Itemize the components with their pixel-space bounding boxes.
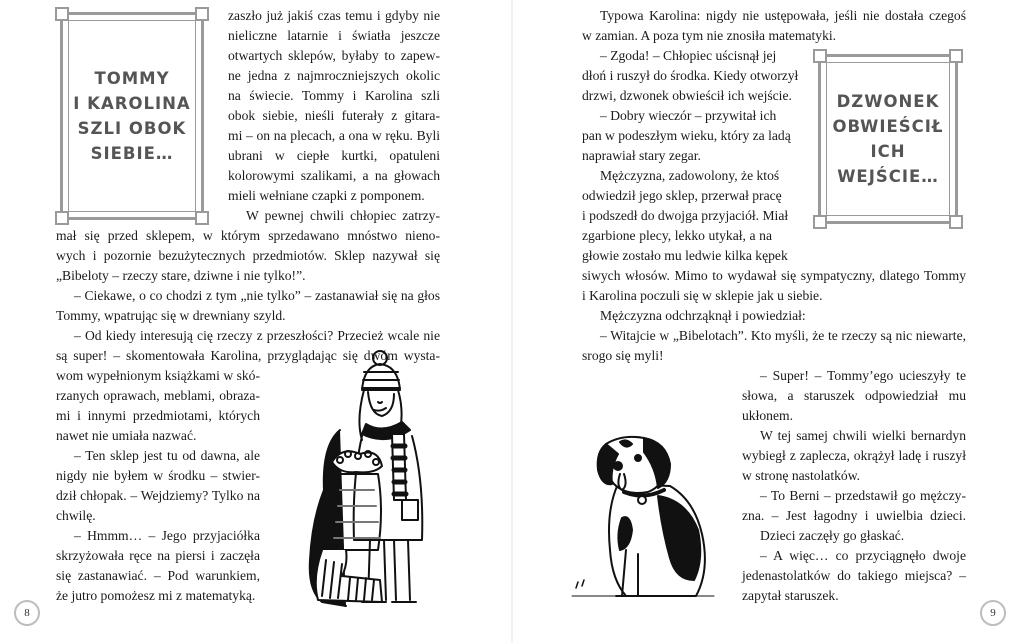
left-text-line: – Od kiedy interesują cię rzeczy z przeszłości? Przecież wcale nie (74, 328, 440, 343)
left-text-line: mieli wełniane czapki z pomponem. (228, 188, 425, 203)
left-text-line: – Ten sklep jest tu od dawna, ale (74, 448, 260, 463)
right-callout-line: OBWIEŚCIŁ (832, 117, 944, 136)
right-text-line: i podszedł do dwojga przyjaciół. Miał (582, 208, 789, 223)
right-text-line: ukłonem. (742, 408, 793, 423)
page-number: 8 (24, 607, 30, 619)
right-text-line: odwiedził jego sklep, przerwał pracę (582, 188, 782, 203)
right-callout-frame (818, 54, 958, 224)
dog-illustration (566, 430, 726, 606)
right-text-line: naprawiał stary zegar. (582, 148, 701, 163)
right-text-line: – Super! – Tommy’ego ucieszyły te (760, 368, 966, 383)
right-text-line: zna. – Jest łagodny i uwielbia dzieci. (742, 508, 966, 523)
page-number: 9 (990, 607, 996, 619)
right-text-line: Mężczyzna, zadowolony, że ktoś (600, 168, 780, 183)
right-text-line: drzwi, dzwonek obwieścił ich wejście. (582, 88, 792, 103)
left-text-line: że jutro pomożesz mi z matematyką. (56, 588, 256, 603)
left-text-line: rzanych oprawach, meblami, obraza- (56, 388, 260, 403)
right-text-line: zapytał staruszek. (742, 588, 839, 603)
left-text-line: nieliczne latarnie i światła jeszcze (228, 28, 440, 43)
left-text-line: się zastanawiać. – Pod warunkiem, (56, 568, 260, 583)
left-text-line: Tommy, wpatrując się w drewniany szyld. (56, 308, 286, 323)
right-text-line: dłoń i ruszył do środka. Kiedy otworzył (582, 68, 799, 83)
left-text-line: nawet nie umiała nazwać. (56, 428, 197, 443)
left-text-line: W pewnej chwili chłopiec zatrzy- (246, 208, 440, 223)
right-text-line: – Dobry wieczór – przywitał ich (600, 108, 777, 123)
left-callout-line: SIEBIE… (90, 144, 174, 163)
left-text-line: mał się przed sklepem, w którym sprzedawano mnóstwo nieno- (56, 228, 440, 243)
left-callout-line: I KAROLINA (73, 94, 191, 113)
left-text-line: wom wypełnionym książkami w skó- (56, 368, 260, 383)
right-callout-text (821, 89, 955, 189)
right-text-line: W tej samej chwili wielki bernardyn (760, 428, 966, 443)
left-text-line: są super! – skomentowała Karolina, przyglądając się dwóm wysta- (56, 348, 440, 363)
right-text-line: w zamian. A poza tym nie znosiła matematyki. (582, 28, 837, 43)
kids-with-guitar-illustration (282, 350, 442, 620)
left-callout-frame (60, 12, 204, 220)
right-page (512, 0, 1024, 643)
left-callout-line: TOMMY (94, 69, 170, 88)
right-text-line: – A więc… co przyciągnęło dwoje (760, 548, 966, 563)
right-text-line: głowie zostało mu ledwie kilka kępek (582, 248, 788, 263)
right-text-line: i Karolina poczuli się w sklepie jak u siebie. (582, 288, 823, 303)
right-text-line: – To Berni – przedstawił go mężczy- (760, 488, 966, 503)
right-text-line: siwych włosów. Mimo to wydawał się sympatyczny, dlatego Tommy (582, 268, 966, 283)
right-text-line: wybiegł z zaplecza, okrążył ladę i ruszył (742, 448, 966, 463)
right-text-line: w stronę nastolatków. (742, 468, 861, 483)
left-text-line: skrzyżowała ręce na piersi i zaczęła (56, 548, 260, 563)
left-text-line: „Bibeloty – rzeczy stare, dziwne i nie tylko!”. (56, 268, 306, 283)
right-text-line: – Zgoda! – Chłopiec uścisnął jej (600, 48, 777, 63)
left-text-line: ubrani w ciepłe kurtki, opatuleni (228, 148, 440, 163)
right-text-line: srogo się myli! (582, 348, 664, 363)
left-text-line: na świecie. Tommy i Karolina szli (228, 88, 440, 103)
right-text-line: – Witajcie w „Bibelotach”. Kto myśli, że te rzeczy są nic niewarte, (600, 328, 966, 343)
left-text-line: wych i pozornie bezużytecznych przedmiotów. Sklep nazywał się (56, 248, 440, 263)
right-text-line: słowa, a staruszek odpowiedział mu (742, 388, 966, 403)
left-text-line: chwilę. (56, 508, 96, 523)
right-text-line: zgarbione plecy, lekko utykał, a na (582, 228, 772, 243)
right-text-line: Typowa Karolina: nigdy nie ustępowała, jeśli nie dostała czegoś (600, 8, 966, 23)
left-callout-line: SZLI OBOK (77, 119, 187, 138)
right-text-line: Dzieci zaczęły go głaskać. (760, 528, 905, 543)
right-text-line: Mężczyzna odchrząknął i powiedział: (600, 308, 806, 323)
left-text-line: – Ciekawe, o co chodzi z tym „nie tylko” – zastanawiał się na głos (74, 288, 440, 303)
left-text-line: otwartych sklepów, byłaby to zapew- (228, 48, 440, 63)
left-text-line: mi i innymi przedmiotami, których (56, 408, 260, 423)
right-callout-line: DZWONEK (836, 92, 940, 111)
left-text-line: ne jedna z najmroczniejszych okolic (228, 68, 440, 83)
right-text-line: jedenastolatków do takiego miejsca? – (742, 568, 966, 583)
left-text-line: zaszło już jakiś czas temu i gdyby nie (228, 8, 440, 23)
left-text-line: mi – on na plecach, a ona w ręku. Byli (228, 128, 440, 143)
left-text-line: dził chłopak. – Wejdziemy? Tylko na (56, 488, 260, 503)
left-text-line: kolorowymi szalikami, a na głowach (228, 168, 440, 183)
right-callout-line: ICH WEJŚCIE… (837, 142, 939, 186)
right-text-line: pan w podeszłym wieku, który za ladą (582, 128, 791, 143)
left-callout-text (63, 66, 201, 166)
left-text-line: nigdy nie byłem w środku – stwier- (56, 468, 260, 483)
left-text-line: obok siebie, nieśli futerały z gitara- (228, 108, 440, 123)
left-text-line: – Hmmm… – Jego przyjaciółka (74, 528, 260, 543)
